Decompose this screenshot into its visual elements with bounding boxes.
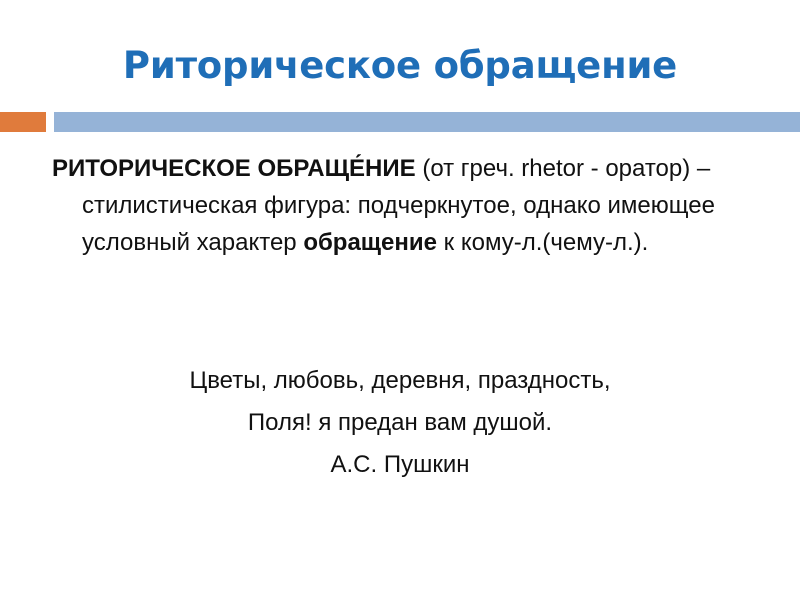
title-divider-bar <box>54 112 800 132</box>
verse-author: А.С. Пушкин <box>330 451 470 478</box>
verse-line-1: Цветы, любовь, деревня, праздность, <box>189 367 611 394</box>
definition-term: РИТОРИЧЕСКОЕ ОБРАЩЕ́НИЕ <box>52 155 416 182</box>
definition-text-end: к кому-л.(чему-л.). <box>437 229 649 256</box>
definition-paragraph <box>52 150 797 261</box>
verse-line-2: Поля! я предан вам душой. <box>247 409 553 436</box>
slide-title: Риторическое обращение <box>122 44 678 87</box>
definition-text: (от греч. rhetor - оратор) – стилистическая фигура: подчеркнутое, однако имеющее условный характер <box>82 155 715 256</box>
definition-emphasis: обращение <box>303 229 437 256</box>
verse-quote <box>0 360 800 486</box>
title-divider-accent <box>0 112 46 132</box>
